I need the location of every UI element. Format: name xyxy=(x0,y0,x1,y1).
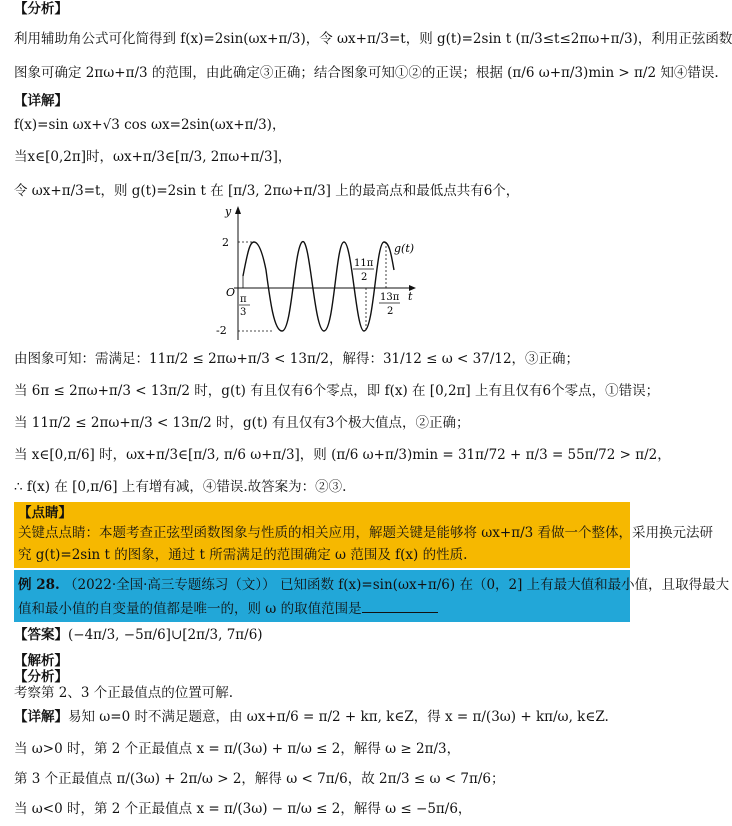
y-axis-label: y xyxy=(225,205,232,218)
y-tick-neg: -2 xyxy=(216,324,227,337)
conclusion-3: 当 11π/2 ≤ 2πω+π/3 < 13π/2 时，g(t) 有且仅有3个极大值点，②正确； xyxy=(14,415,470,431)
y-axis-arrow-icon xyxy=(235,206,241,214)
solution-line-4: 当 ω<0 时，第 2 个正最值点 x = π/(3ω) − π/ω ≤ 2，解得 ω ≤ −5π/6， xyxy=(14,801,472,817)
key-point-tag: 【点睛】 xyxy=(18,505,72,521)
analysis-tag: 【分析】 xyxy=(14,1,68,17)
example-source: （2022·全国·高三专题练习（文）） xyxy=(63,577,276,593)
fenxi-text: 考察第 2、3 个正最值点的位置可解. xyxy=(14,685,234,701)
detail-line-3: 令 ωx+π/3=t，则 g(t)=2sin t 在 [π/3, 2πω+π/3] 上的最高点和最低点共有6个， xyxy=(14,183,520,199)
key-point-text-1: 关键点点睛：本题考查正弦型函数图象与性质的相关应用，解题关键是能够将 ωx+π/3 看做一个整体，采用换元法研 xyxy=(18,525,714,541)
example-text-2: 值和最小值的自变量的值都是唯一的，则 ω 的取值范围是 xyxy=(18,601,362,617)
conclusion-5: ∴ f(x) 在 [0,π/6] 上有增有减，④错误.故答案为：②③. xyxy=(14,479,347,495)
detail-line-2: 当x∈[0,2π]时，ωx+π/3∈[π/3, 2πω+π/3]， xyxy=(14,149,292,165)
example-line-2 xyxy=(18,600,438,618)
p11-num: 11π xyxy=(354,258,374,269)
sine-graph xyxy=(214,200,424,348)
y-tick-pos: 2 xyxy=(222,236,229,249)
example-box xyxy=(14,570,730,622)
solution-tag: 【详解】 xyxy=(14,709,68,725)
t-axis-label: t xyxy=(408,290,413,303)
fenxi-tag: 【分析】 xyxy=(14,669,68,685)
analysis-line-2: 图象可确定 2πω+π/3 的范围，由此确定③正确；结合图象可知①②的正误；根据 (π/6 ω+π/3)min > π/2 知④错误. xyxy=(14,65,719,81)
sine-curve xyxy=(243,242,394,331)
conclusion-4: 当 x∈[0,π/6] 时，ωx+π/3∈[π/3, π/6 ω+π/3]，则 (π/6 ω+π/3)min = 31π/72 + π/3 = 55π/72 > π/2， xyxy=(14,447,671,463)
pi3-den: 3 xyxy=(240,307,247,318)
answer-tag: 【答案】 xyxy=(14,627,68,643)
p13-num: 13π xyxy=(380,292,400,303)
curve-label: g(t) xyxy=(394,242,415,255)
conclusion-2: 当 6π ≤ 2πω+π/3 < 13π/2 时，g(t) 有且仅有6个零点，即 f(x) 在 [0,2π] 上有且仅有6个零点，①错误； xyxy=(14,383,660,399)
solution-line-2: 当 ω>0 时，第 2 个正最值点 x = π/(3ω) + π/ω ≤ 2，解得 ω ≥ 2π/3， xyxy=(14,741,461,757)
jiexi-tag: 【解析】 xyxy=(14,653,68,669)
detail-tag: 【详解】 xyxy=(14,93,68,109)
answer-line xyxy=(14,626,630,644)
detail-line-1: f(x)=sin ωx+√3 cos ωx=2sin(ωx+π/3)， xyxy=(14,117,286,133)
solution-line-3: 第 3 个正最值点 π/(3ω) + 2π/ω > 2，解得 ω < 7π/6，故 2π/3 ≤ ω < 7π/6； xyxy=(14,771,505,787)
p11-den: 2 xyxy=(361,272,368,283)
example-text-1: 已知函数 f(x)=sin(ωx+π/6) 在（0，2] 上有最大值和最小值，且取得最大 xyxy=(279,577,730,593)
answer-blank xyxy=(362,600,438,613)
solution-text-1: 易知 ω=0 时不满足题意，由 ωx+π/6 = π/2 + kπ, k∈Z，得 x = π/(3ω) + kπ/ω, k∈Z. xyxy=(68,709,609,725)
pi3-num: π xyxy=(240,294,247,305)
key-point-box xyxy=(14,502,714,568)
p13-den: 2 xyxy=(387,306,394,317)
example-label: 例 28. xyxy=(18,577,60,593)
conclusion-1: 由图象可知：需满足：11π/2 ≤ 2πω+π/3 < 13π/2，解得：31/12 ≤ ω < 37/12，③正确； xyxy=(14,351,580,367)
analysis-line-1: 利用辅助角公式可化简得到 f(x)=2sin(ωx+π/3)，令 ωx+π/3=t，则 g(t)=2sin t (π/3≤t≤2πω+π/3)，利用正弦函数 xyxy=(14,31,732,47)
answer-value: (−4π/3, −5π/6]∪[2π/3, 7π/6) xyxy=(68,627,263,643)
key-point-text-2: 究 g(t)=2sin t 的图象，通过 t 所需满足的范围确定 ω 范围及 f(x) 的性质. xyxy=(18,547,468,563)
example-line-1 xyxy=(18,576,729,594)
origin-label: O xyxy=(226,286,236,299)
solution-line-1 xyxy=(14,708,630,726)
